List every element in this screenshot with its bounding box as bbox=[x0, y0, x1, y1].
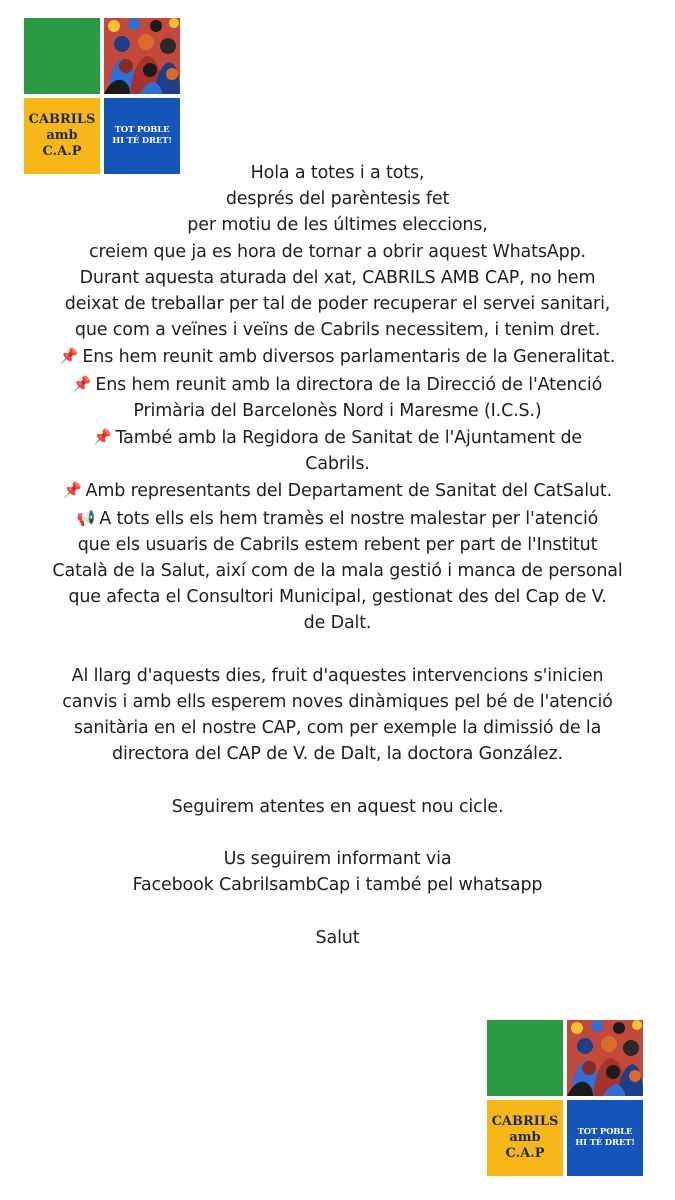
pushpin-icon: 📌 bbox=[59, 347, 79, 366]
logo-name-line-2: amb bbox=[46, 128, 78, 143]
announcement-text: A tots ells els hem tramès el nostre malestar per l'atenció bbox=[99, 508, 599, 529]
logo-slogan-line-2: HI TÉ DRET! bbox=[575, 1138, 635, 1148]
cabrils-amb-cap-logo-top bbox=[24, 18, 182, 176]
bullet-item bbox=[14, 424, 661, 451]
announcement-text-continued: Català de la Salut, així com de la mala gestió i manca de personal bbox=[52, 561, 623, 582]
intro-line: Durant aquesta aturada del xat, CABRILS AMB CAP, no hem bbox=[79, 267, 596, 288]
update-line: directora del CAP de V. de Dalt, la doctora González. bbox=[112, 744, 563, 765]
bullet-text-continued: Cabrils. bbox=[305, 454, 370, 475]
intro-line: creiem que ja es hora de tornar a obrir aquest WhatsApp. bbox=[89, 241, 586, 262]
bullet-item bbox=[14, 371, 661, 398]
logo-slogan-line-2: HI TÉ DRET! bbox=[112, 136, 172, 146]
signoff: Salut bbox=[315, 927, 360, 948]
logo-name-line-2: amb bbox=[509, 1130, 541, 1145]
bullet-text: Ens hem reunit amb la directora de la Direcció de l'Atenció bbox=[95, 374, 603, 395]
logo-name-line-3: C.A.P bbox=[42, 144, 82, 159]
intro-line: per motiu de les últimes eleccions, bbox=[187, 215, 488, 236]
follow-line: Seguirem atentes en aquest nou cicle. bbox=[171, 796, 504, 817]
megaphone-icon: 📢 bbox=[76, 508, 96, 527]
bullet-text-continued: Primària del Barcelonès Nord i Maresme (I.C.S.) bbox=[133, 400, 542, 421]
logo-slogan-line-1: TOT POBLE bbox=[577, 1127, 633, 1137]
logo-slogan-block bbox=[567, 1100, 643, 1176]
intro-line: deixat de treballar per tal de poder recuperar el servei sanitari, bbox=[64, 294, 611, 315]
info-line: Us seguirem informant via bbox=[223, 849, 452, 870]
intro-line: després del parèntesis fet bbox=[225, 189, 450, 210]
logo-name-line-1: CABRILS bbox=[28, 112, 96, 127]
announcement-item bbox=[14, 505, 661, 532]
logo-green-square bbox=[487, 1020, 563, 1096]
paragraph-spacer bbox=[14, 899, 661, 925]
message-body bbox=[14, 160, 661, 951]
crowd-illustration-icon bbox=[567, 1020, 643, 1096]
update-line: Al llarg d'aquests dies, fruit d'aquestes intervencions s'inicien bbox=[71, 665, 604, 686]
cabrils-amb-cap-logo-bottom bbox=[487, 1020, 645, 1178]
logo-name-line-3: C.A.P bbox=[505, 1146, 545, 1161]
announcement-text-continued: de Dalt. bbox=[303, 613, 372, 634]
logo-slogan-line-1: TOT POBLE bbox=[114, 125, 170, 135]
pushpin-icon: 📌 bbox=[62, 481, 82, 500]
logo-green-square bbox=[24, 18, 100, 94]
pushpin-icon: 📌 bbox=[72, 374, 92, 393]
announcement-text-continued: que afecta el Consultori Municipal, gestionat des del Cap de V. bbox=[68, 587, 607, 608]
pushpin-icon: 📌 bbox=[92, 428, 112, 447]
paragraph-spacer bbox=[14, 637, 661, 663]
intro-line: que com a veïnes i veïns de Cabrils necessitem, i tenim dret. bbox=[74, 320, 601, 341]
bullet-item bbox=[14, 343, 661, 370]
announcement-text-continued: que els usuaris de Cabrils estem rebent per part de l'Institut bbox=[77, 534, 598, 555]
logo-name-line-1: CABRILS bbox=[491, 1114, 559, 1129]
update-line: canvis i amb ells esperem noves dinàmiques pel bé de l'atenció bbox=[62, 692, 613, 713]
bullet-text: També amb la Regidora de Sanitat de l'Ajuntament de bbox=[115, 428, 583, 449]
logo-name-block bbox=[487, 1100, 563, 1176]
paragraph-spacer bbox=[14, 820, 661, 846]
bullet-text: Amb representants del Departament de Sanitat del CatSalut. bbox=[85, 481, 612, 502]
crowd-illustration-icon bbox=[104, 18, 180, 94]
update-line: sanitària en el nostre CAP, com per exemple la dimissió de la bbox=[73, 718, 602, 739]
paragraph-spacer bbox=[14, 768, 661, 794]
bullet-text: Ens hem reunit amb diversos parlamentaris de la Generalitat. bbox=[82, 347, 616, 368]
greeting: Hola a totes i a tots, bbox=[250, 163, 425, 183]
info-line: Facebook CabrilsambCap i també pel whatsapp bbox=[132, 875, 543, 896]
bullet-item bbox=[14, 477, 661, 504]
